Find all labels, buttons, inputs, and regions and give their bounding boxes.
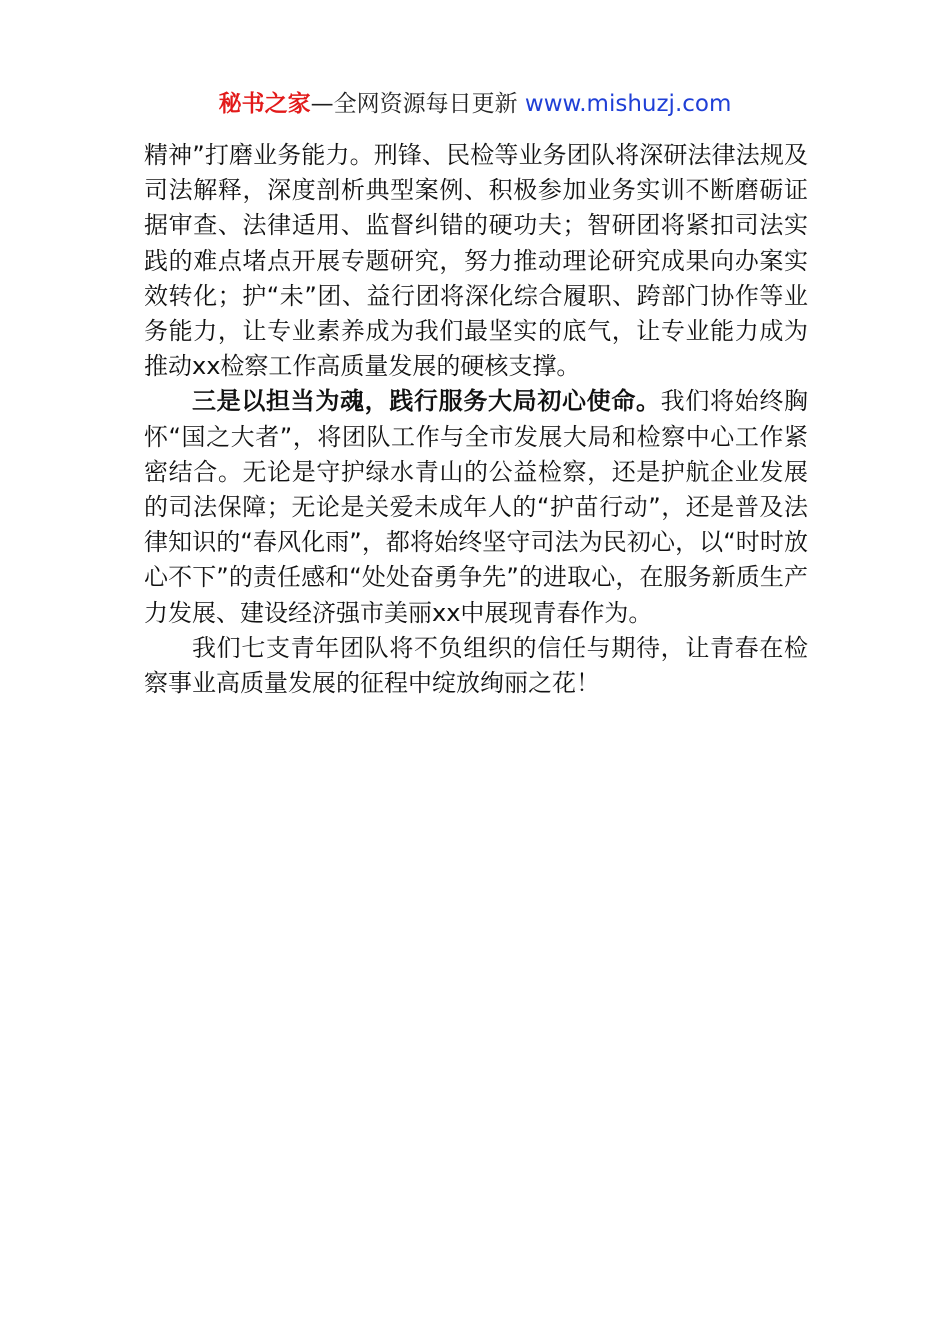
paragraph-point-three: [144, 384, 808, 630]
paragraph-continued: [144, 138, 808, 384]
paragraph-heading: 三是以担当为魂，践行服务大局初心使命。: [192, 387, 661, 416]
paragraph-closing: [144, 631, 808, 701]
document-body: [144, 138, 808, 701]
paragraph-text: 我们将始终胸怀“国之大者”，将团队工作与全市发展大局和检察中心工作紧密结合。无论是守护绿水青山的公益检察，还是护航企业发展的司法保障；无论是关爱未成年人的“护苗行动”，还是普及法律知识的“春风化雨”，都将始终坚守司法为民初心，以“时时放心不下”的责任感和“处处奋勇争先”的进取心，在服务新质生产力发展、建设经济强市美丽xx中展现青春作为。: [144, 387, 809, 627]
site-header: [0, 88, 950, 120]
paragraph-text: 我们七支青年团队将不负组织的信任与期待，让青春在检察事业高质量发展的征程中绽放绚丽之花！: [144, 633, 808, 698]
site-tagline: —全网资源每日更新: [310, 91, 525, 117]
site-url-link[interactable]: www.mishuzj.com: [524, 91, 732, 117]
paragraph-text: 精神”打磨业务能力。刑锋、民检等业务团队将深研法律法规及司法解释，深度剖析典型案例、积极参加业务实训不断磨砺证据审查、法律适用、监督纠错的硬功夫；智研团将紧扣司法实践的难点堵点开展专题研究，努力推动理论研究成果向办案实效转化；护“未”团、益行团将深化综合履职、跨部门协作等业务能力，让专业素养成为我们最坚实的底气，让专业能力成为推动xx检察工作高质量发展的硬核支撑。: [144, 141, 808, 381]
site-brand: 秘书之家: [218, 91, 311, 117]
